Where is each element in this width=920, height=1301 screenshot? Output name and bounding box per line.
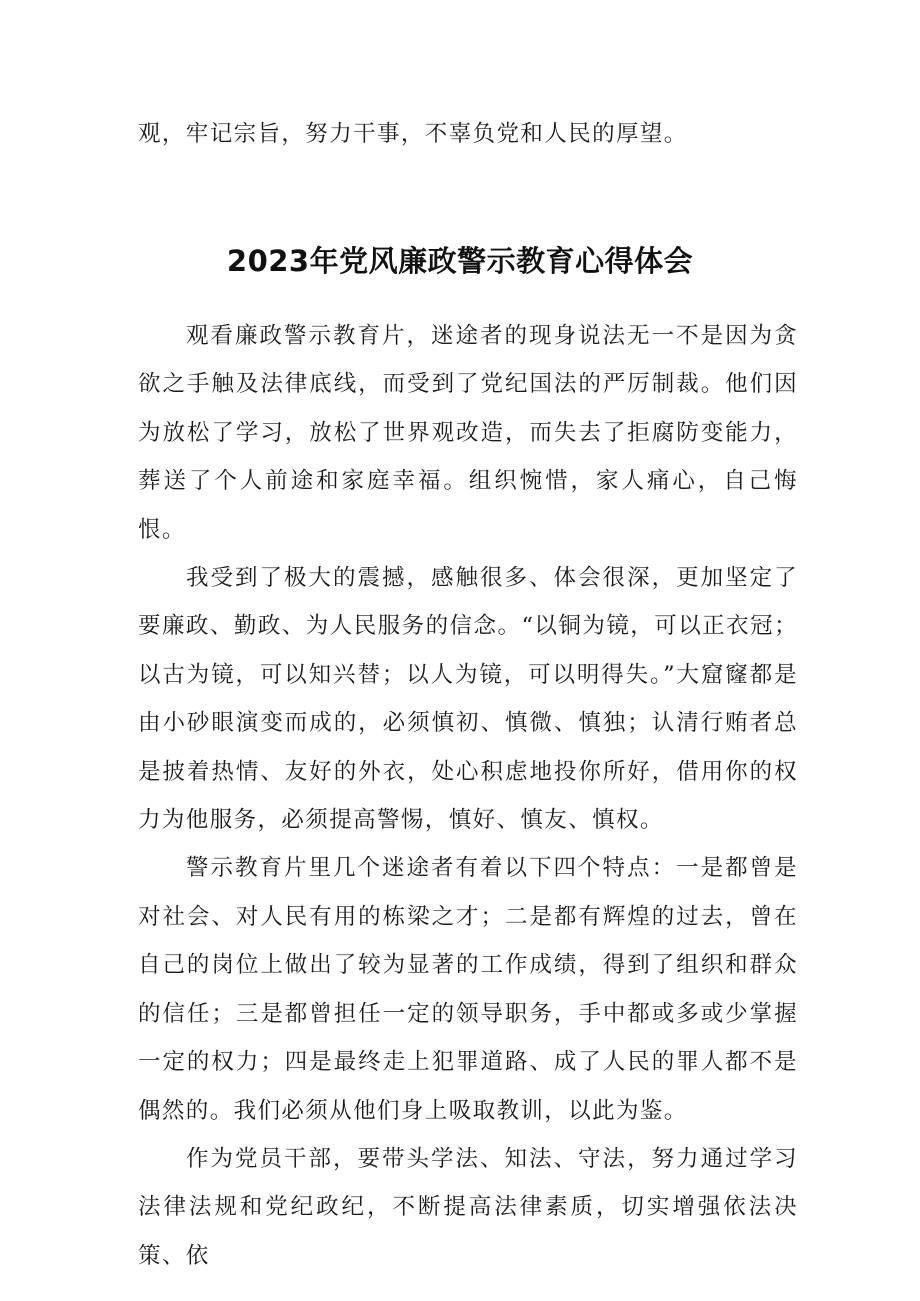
paragraph: 作为党员干部，要带头学法、知法、守法，努力通过学习法律法规和党纪政纪，不断提高法律素质，切实增强依法决策、依 — [138, 1145, 798, 1269]
continuation-text: 观，牢记宗旨，努力干事，不辜负党和人民的厚望。 — [138, 121, 688, 147]
document-body — [138, 312, 798, 1280]
page-title: 2023年党风廉政警示教育心得体会 — [226, 244, 694, 279]
paragraph: 观看廉政警示教育片，迷途者的现身说法无一不是因为贪欲之手触及法律底线，而受到了党纪国法的严厉制裁。他们因为放松了学习，放松了世界观改造，而失去了拒腐防变能力，葬送了个人前途和家庭幸福。组织惋惜，家人痛心，自己悔恨。 — [138, 323, 798, 543]
paragraph: 我受到了极大的震撼，感触很多、体会很深，更加坚定了要廉政、勤政、为人民服务的信念。“以铜为镜，可以正衣冠；以古为镜，可以知兴替；以人为镜，可以明得失。”大窟窿都是由小砂眼演变而成的，必须慎初、慎微、慎独；认清行贿者总是披着热情、友好的外衣，处心积虑地投你所好，借用你的权力为他服务，必须提高警惕，慎好、慎友、慎权。 — [138, 565, 798, 834]
paragraph: 警示教育片里几个迷途者有着以下四个特点：一是都曾是对社会、对人民有用的栋梁之才；二是都有辉煌的过去，曾在自己的岗位上做出了较为显著的工作成绩，得到了组织和群众的信任；三是都曾担任一定的领导职务，手中都或多或少掌握一定的权力；四是最终走上犯罪道路、成了人民的罪人都不是偶然的。我们必须从他们身上吸取教训，以此为鉴。 — [138, 855, 798, 1124]
